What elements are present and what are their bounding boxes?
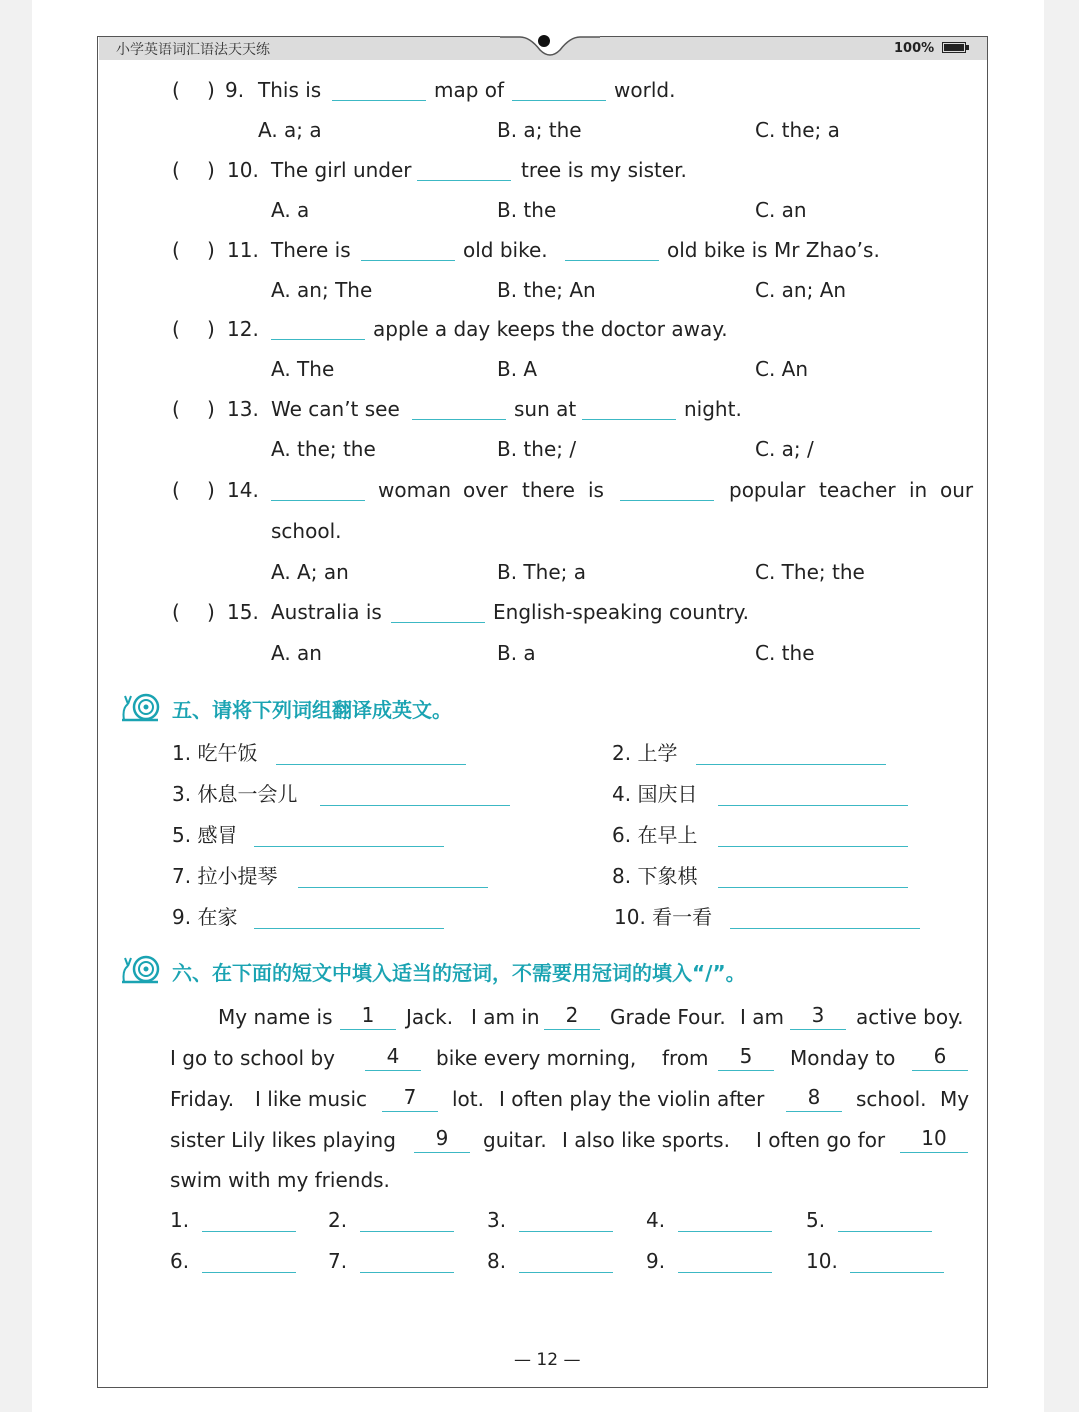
passage-text: school. [856,1087,927,1111]
q10-number: 10. [227,158,259,182]
q10-paren-open: ( [172,158,180,182]
q11-blank-1[interactable] [361,260,455,261]
section6-title: 六、在下面的短文中填入适当的冠词，不需要用冠词的填入“/”。 [172,961,746,985]
q10-blank-1[interactable] [417,180,511,181]
s5-blank-2[interactable] [696,764,886,765]
section5-title: 五、请将下列词组翻译成英文。 [172,698,452,722]
q9-option-c[interactable]: C. the; a [755,118,840,142]
q14-word-popular: popular [729,478,806,502]
answer-blank-1[interactable] [202,1231,296,1232]
q9-text-1: This is [258,78,322,102]
q10-option-b[interactable]: B. the [497,198,557,222]
answer-label-2: 2. [328,1208,348,1232]
q9-blank-2[interactable] [512,100,606,101]
passage-text: lot. [452,1087,484,1111]
answer-label-3: 3. [487,1208,507,1232]
passage-blank-8[interactable]: 8 [786,1085,842,1112]
q13-blank-1[interactable] [412,419,506,420]
q11-option-a[interactable]: A. an; The [271,278,373,302]
page-number: — 12 — [514,1350,581,1370]
q14-word-there: there [522,478,575,502]
q14-word-school: school. [271,519,342,543]
passage-text: from [662,1046,709,1070]
q14-word-teacher: teacher [819,478,896,502]
q15-option-b[interactable]: B. a [497,641,536,665]
passage-blank-9[interactable]: 9 [414,1126,470,1153]
s5-item-1: 1. 吃午饭 [172,741,258,765]
answer-blank-4[interactable] [678,1231,772,1232]
s5-item-6: 6. 在早上 [612,823,698,847]
answer-blank-7[interactable] [360,1272,454,1273]
passage-text: guitar. [483,1128,547,1152]
q13-option-c[interactable]: C. a; / [755,437,814,461]
answer-blank-8[interactable] [519,1272,613,1273]
q14-option-a[interactable]: A. A; an [271,560,349,584]
q15-paren-close: ) [207,600,215,624]
q9-option-a[interactable]: A. a; a [258,118,322,142]
battery-level: 100% [894,41,935,56]
q10-text-2: tree is my sister. [521,158,687,182]
q13-text-2: sun at [514,397,577,421]
s5-blank-3[interactable] [320,805,510,806]
q14-paren-open: ( [172,478,180,502]
book-title: 小学英语词汇语法天天练 [116,42,270,58]
q14-paren-close: ) [207,478,215,502]
q12-paren-open: ( [172,317,180,341]
q15-option-c[interactable]: C. the [755,641,815,665]
answer-blank-10[interactable] [850,1272,944,1273]
passage-text: My name is [218,1005,333,1029]
tablet-notch [500,30,600,64]
q12-option-b[interactable]: B. A [497,357,538,381]
s5-item-4: 4. 国庆日 [612,782,698,806]
s5-item-7: 7. 拉小提琴 [172,864,278,888]
passage-text: I often play the violin after [499,1087,765,1111]
q9-paren-close: ) [207,78,215,102]
q9-text-3: world. [614,78,676,102]
q10-option-c[interactable]: C. an [755,198,807,222]
passage-text: I go to school by [170,1046,335,1070]
passage-text: I am in [471,1005,540,1029]
answer-blank-9[interactable] [678,1272,772,1273]
passage-text: Jack. [406,1005,454,1029]
q12-paren-close: ) [207,317,215,341]
q13-paren-close: ) [207,397,215,421]
q13-option-b[interactable]: B. the; / [497,437,577,461]
q13-paren-open: ( [172,397,180,421]
passage-text: Grade Four. [610,1005,726,1029]
q14-blank-2[interactable] [620,500,714,501]
answer-label-1: 1. [170,1208,190,1232]
q15-number: 15. [227,600,259,624]
q11-number: 11. [227,238,259,262]
q14-option-b[interactable]: B. The; a [497,560,586,584]
q10-text-1: The girl under [271,158,412,182]
q11-paren-close: ) [207,238,215,262]
q12-text-1: apple a day keeps the doctor away. [373,317,728,341]
answer-blank-6[interactable] [202,1272,296,1273]
q13-number: 13. [227,397,259,421]
answer-blank-3[interactable] [519,1231,613,1232]
q11-text-3: old bike is Mr Zhao’s. [667,238,880,262]
q11-paren-open: ( [172,238,180,262]
passage-text: sister Lily likes playing [170,1128,396,1152]
passage-blank-4[interactable]: 4 [365,1044,421,1071]
s5-blank-10[interactable] [730,928,920,929]
q14-word-over: over [463,478,508,502]
passage-blank-3[interactable]: 3 [790,1003,846,1030]
s5-blank-6[interactable] [718,846,908,847]
answer-blank-5[interactable] [838,1231,932,1232]
passage-text: swim with my friends. [170,1168,390,1192]
q14-word-in: in [909,478,928,502]
q12-option-a[interactable]: A. The [271,357,335,381]
q13-text-1: We can’t see [271,397,400,421]
passage-blank-7[interactable]: 7 [382,1085,438,1112]
passage-text: Friday. [170,1087,235,1111]
battery-icon [942,42,966,53]
s5-blank-5[interactable] [254,846,444,847]
q13-blank-2[interactable] [582,419,676,420]
passage-blank-1[interactable]: 1 [340,1003,396,1030]
s5-item-10: 10. 看一看 [614,905,713,929]
q15-text-2: English-speaking country. [493,600,749,624]
q12-number: 12. [227,317,259,341]
answer-label-7: 7. [328,1249,348,1273]
s5-blank-8[interactable] [718,887,908,888]
q10-paren-close: ) [207,158,215,182]
answer-label-5: 5. [806,1208,826,1232]
q11-option-b[interactable]: B. the; An [497,278,596,302]
passage-blank-6[interactable]: 6 [912,1044,968,1071]
passage-text: I also like sports. [562,1128,730,1152]
q11-option-c[interactable]: C. an; An [755,278,847,302]
q10-option-a[interactable]: A. a [271,198,310,222]
passage-text: bike every morning, [436,1046,637,1070]
q9-paren-open: ( [172,78,180,102]
q15-option-a[interactable]: A. an [271,641,322,665]
q9-number: 9. [225,78,245,102]
passage-text: I like music [255,1087,368,1111]
answer-label-6: 6. [170,1249,190,1273]
passage-blank-10[interactable]: 10 [900,1126,968,1153]
camera-dot [538,35,550,47]
answer-blank-2[interactable] [360,1231,454,1232]
s5-item-5: 5. 感冒 [172,823,238,847]
s5-blank-1[interactable] [276,764,466,765]
q11-text-1: There is [271,238,351,262]
q15-text-1: Australia is [271,600,382,624]
q14-word-is: is [588,478,604,502]
q9-option-b[interactable]: B. a; the [497,118,582,142]
q11-text-2: old bike. [463,238,548,262]
q14-number: 14. [227,478,259,502]
q14-blank-1[interactable] [271,500,365,501]
q9-text-2: map of [434,78,505,102]
q15-blank-1[interactable] [391,622,485,623]
q14-word-woman: woman [378,478,452,502]
q15-paren-open: ( [172,600,180,624]
passage-blank-2[interactable]: 2 [544,1003,600,1030]
answer-label-4: 4. [646,1208,666,1232]
passage-blank-5[interactable]: 5 [718,1044,774,1071]
s5-blank-4[interactable] [718,805,908,806]
s5-item-9: 9. 在家 [172,905,238,929]
snail-icon [118,690,164,724]
q14-word-our: our [940,478,974,502]
q11-blank-2[interactable] [565,260,659,261]
q12-blank-1[interactable] [271,339,365,340]
answer-label-9: 9. [646,1249,666,1273]
answer-label-10: 10. [806,1249,838,1273]
q13-option-a[interactable]: A. the; the [271,437,376,461]
passage-text: I am [740,1005,784,1029]
q12-option-c[interactable]: C. An [755,357,809,381]
s5-item-2: 2. 上学 [612,741,678,765]
s5-item-3: 3. 休息一会儿 [172,782,298,806]
passage-text: I often go for [756,1128,886,1152]
s5-blank-9[interactable] [254,928,444,929]
answer-label-8: 8. [487,1249,507,1273]
q9-blank-1[interactable] [332,100,426,101]
s5-blank-7[interactable] [298,887,488,888]
passage-text: My [940,1087,970,1111]
s5-item-8: 8. 下象棋 [612,864,698,888]
passage-text: active boy. [856,1005,964,1029]
q14-option-c[interactable]: C. The; the [755,560,865,584]
snail-icon [118,952,164,986]
q13-text-3: night. [684,397,742,421]
passage-text: Monday to [790,1046,896,1070]
